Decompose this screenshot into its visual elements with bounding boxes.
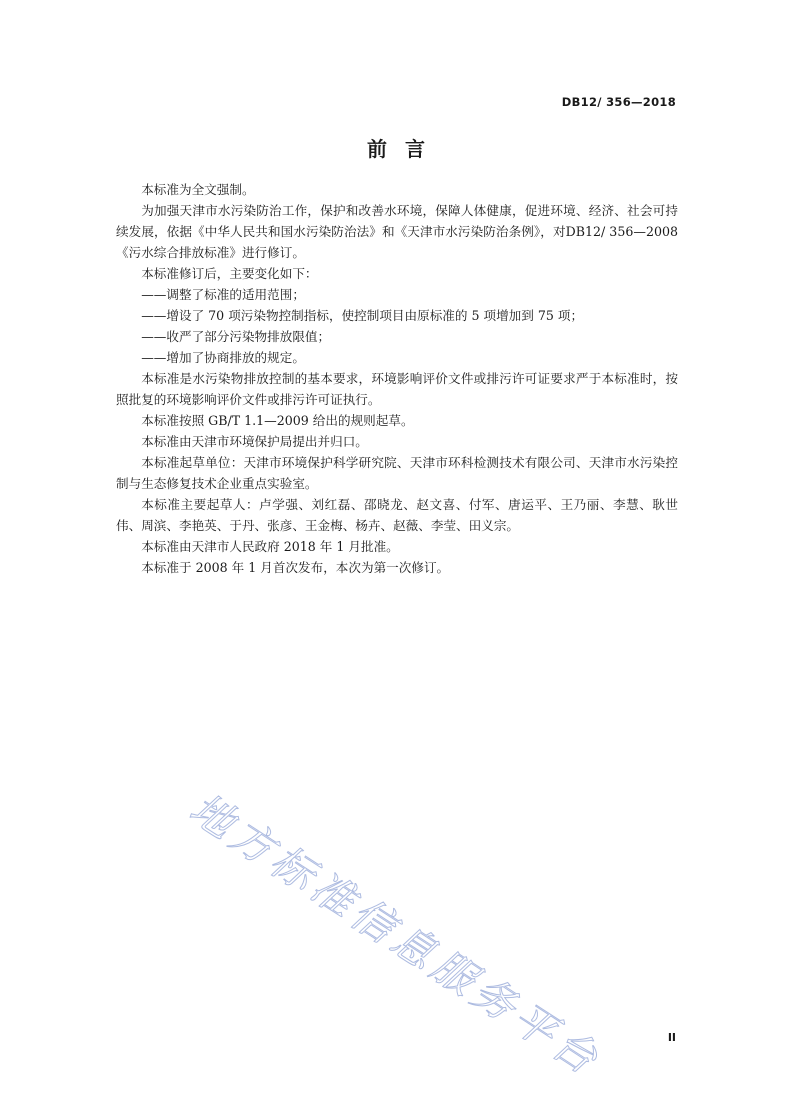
paragraph-purpose: 为加强天津市水污染防治工作，保护和改善水环境，保障人体健康，促进环境、经济、社会可持续发展，依据《中华人民共和国水污染防治法》和《天津市水污染防治条例》，对DB12/ 356—2008《污水综合排放标准》进行修订。	[116, 203, 678, 260]
paragraph-mandatory: 本标准为全文强制。	[141, 182, 255, 197]
change-item: ——增设了 70 项污染物控制指标，使控制项目由原标准的 5 项增加到 75 项；	[141, 308, 584, 323]
paragraph-basic-requirement: 本标准是水污染物排放控制的基本要求，环境影响评价文件或排污许可证要求严于本标准时，按照批复的环境影响评价文件或排污许可证执行。	[116, 371, 678, 407]
standard-code: DB12/ 356—2018	[561, 95, 676, 109]
change-item: ——收严了部分污染物排放限值；	[141, 329, 331, 344]
paragraph-drafting-rules: 本标准按照 GB/T 1.1—2009 给出的规则起草。	[141, 413, 414, 428]
paragraph-history: 本标准于 2008 年 1 月首次发布，本次为第一次修订。	[141, 560, 450, 575]
foreword-body	[116, 179, 678, 578]
paragraph-proposer: 本标准由天津市环境保护局提出并归口。	[141, 434, 368, 449]
watermark: 地方标准信息服务平台	[181, 783, 611, 1087]
paragraph-approval: 本标准由天津市人民政府 2018 年 1 月批准。	[141, 539, 399, 554]
paragraph-drafters: 本标准主要起草人：卢学强、刘红磊、邵晓龙、赵文喜、付军、唐运平、王乃丽、李慧、耿世伟、周滨、李艳英、于丹、张彦、王金梅、杨卉、赵薇、李莹、田义宗。	[116, 497, 678, 533]
page-number: II	[667, 1031, 676, 1044]
change-item: ——调整了标准的适用范围；	[141, 287, 305, 302]
paragraph-changes-intro: 本标准修订后，主要变化如下：	[141, 266, 318, 281]
page-title: 前言	[367, 137, 443, 161]
paragraph-drafting-units: 本标准起草单位：天津市环境保护科学研究院、天津市环科检测技术有限公司、天津市水污染控制与生态修复技术企业重点实验室。	[116, 455, 678, 491]
change-item: ——增加了协商排放的规定。	[141, 350, 305, 365]
